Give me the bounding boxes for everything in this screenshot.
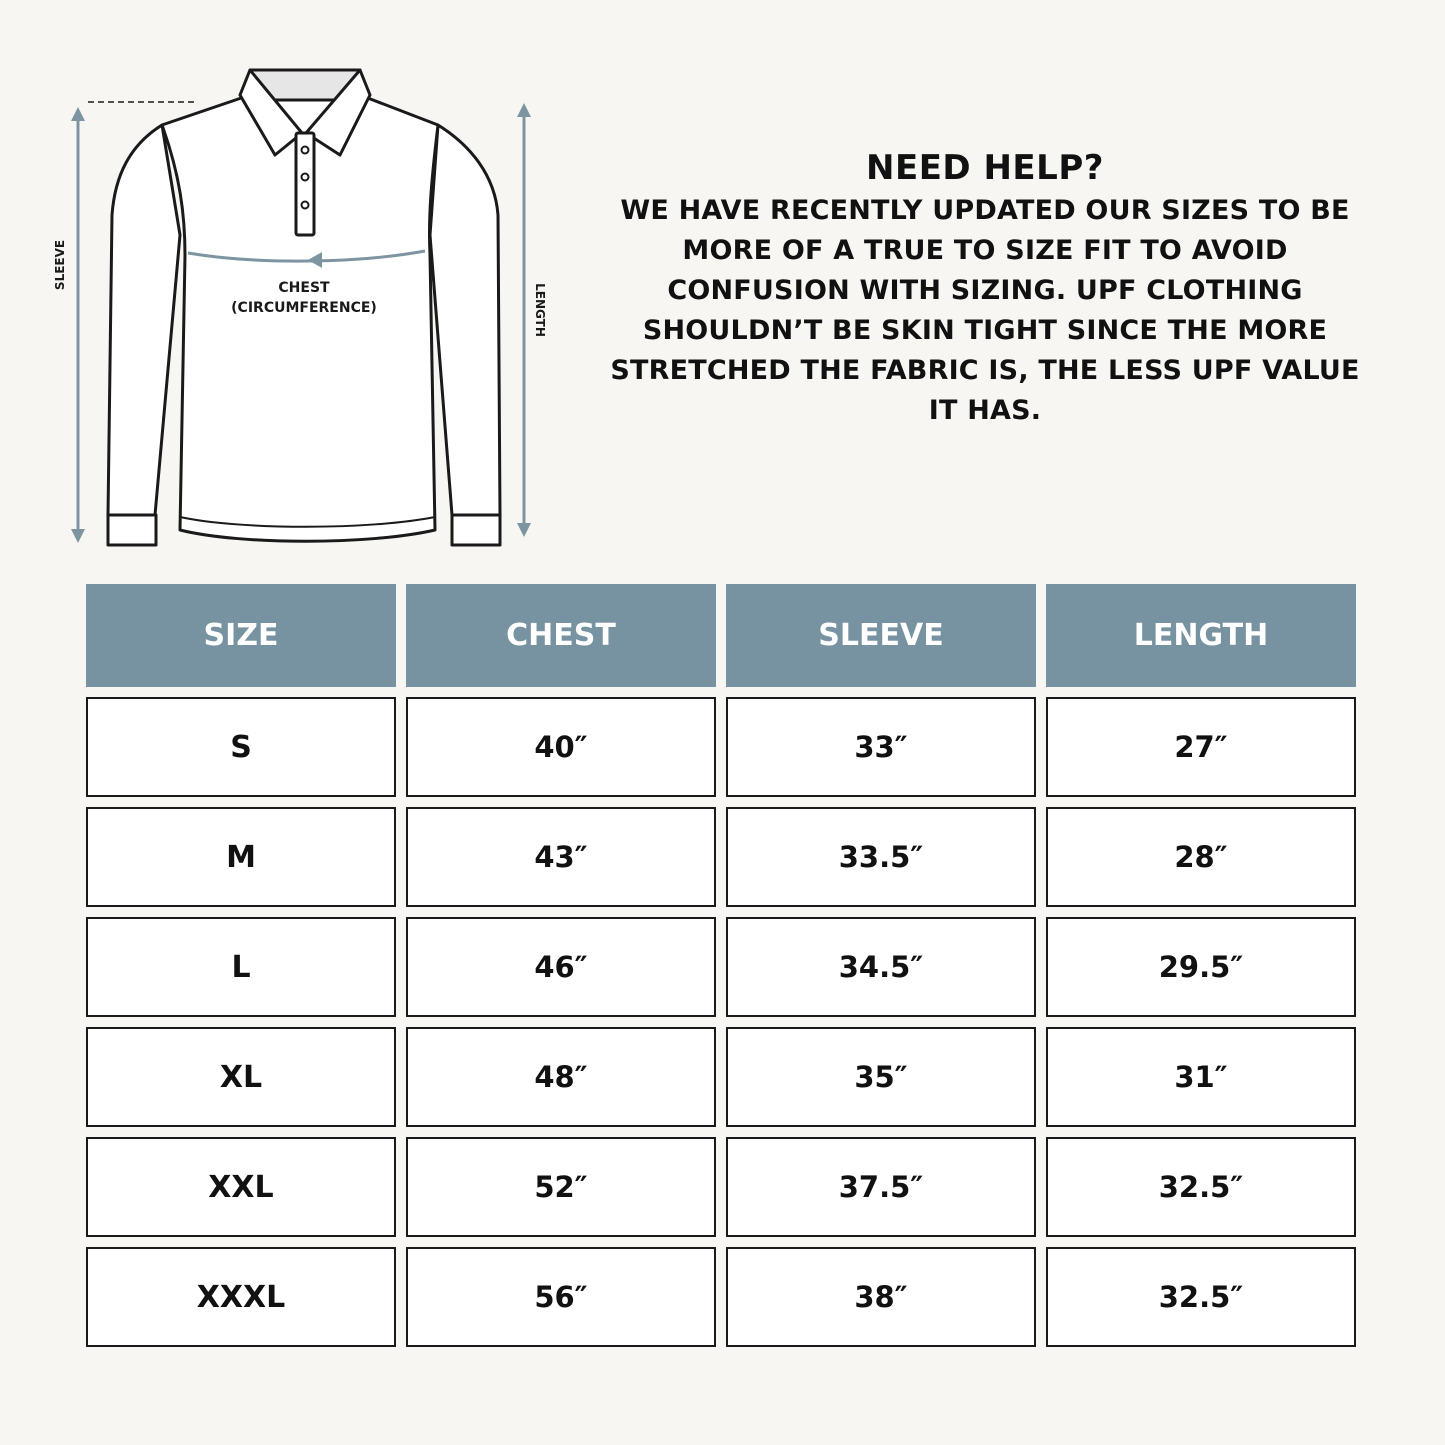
help-title: NEED HELP? — [866, 148, 1104, 188]
table-row — [86, 697, 1356, 797]
sleeve-cell: 38″ — [726, 1247, 1036, 1347]
sleeve-cell: 37.5″ — [726, 1137, 1036, 1237]
header-chest: CHEST — [406, 584, 716, 687]
table-header-row — [86, 584, 1356, 687]
shirt-illustration — [40, 55, 600, 565]
header-size: SIZE — [86, 584, 396, 687]
chest-cell: 43″ — [406, 807, 716, 907]
size-cell: XL — [86, 1027, 396, 1127]
table-row — [86, 1137, 1356, 1237]
table-row — [86, 807, 1356, 907]
sleeve-cell: 34.5″ — [726, 917, 1036, 1017]
table-row — [86, 917, 1356, 1017]
chest-sublabel: (CIRCUMFERENCE) — [231, 300, 377, 316]
sleeve-cell: 33.5″ — [726, 807, 1036, 907]
sleeve-cell: 33″ — [726, 697, 1036, 797]
length-cell: 29.5″ — [1046, 917, 1356, 1017]
sleeve-label: SLEEVE — [53, 239, 67, 291]
size-cell: L — [86, 917, 396, 1017]
chest-cell: 46″ — [406, 917, 716, 1017]
length-cell: 28″ — [1046, 807, 1356, 907]
chest-cell: 56″ — [406, 1247, 716, 1347]
sleeve-arrow-icon — [71, 107, 85, 543]
header-sleeve: SLEEVE — [726, 584, 1036, 687]
length-cell: 27″ — [1046, 697, 1356, 797]
chest-label: CHEST — [278, 280, 330, 296]
size-cell: S — [86, 697, 396, 797]
chest-cell: 52″ — [406, 1137, 716, 1237]
sleeve-cell: 35″ — [726, 1027, 1036, 1127]
chest-cell: 48″ — [406, 1027, 716, 1127]
size-cell: XXL — [86, 1137, 396, 1237]
length-cell: 32.5″ — [1046, 1247, 1356, 1347]
table-row — [86, 1027, 1356, 1127]
chest-cell: 40″ — [406, 697, 716, 797]
length-arrow-icon — [517, 103, 531, 537]
length-cell: 32.5″ — [1046, 1137, 1356, 1237]
length-label: LENGTH — [533, 283, 547, 337]
length-cell: 31″ — [1046, 1027, 1356, 1127]
size-cell: XXXL — [86, 1247, 396, 1347]
size-cell: M — [86, 807, 396, 907]
help-body: WE HAVE RECENTLY UPDATED OUR SIZES TO BE MORE OF A TRUE TO SIZE FIT TO AVOID CONFUSION WITH SIZING. UPF CLOTHING SHOULDN’T BE SKIN TIGHT SINCE THE MORE STRETCHED THE FABRIC IS, THE LESS UPF VALUE IT HAS. — [610, 195, 1360, 426]
size-chart-table — [76, 574, 1366, 1357]
header-length: LENGTH — [1046, 584, 1356, 687]
table-row — [86, 1247, 1356, 1347]
help-section — [600, 145, 1370, 431]
